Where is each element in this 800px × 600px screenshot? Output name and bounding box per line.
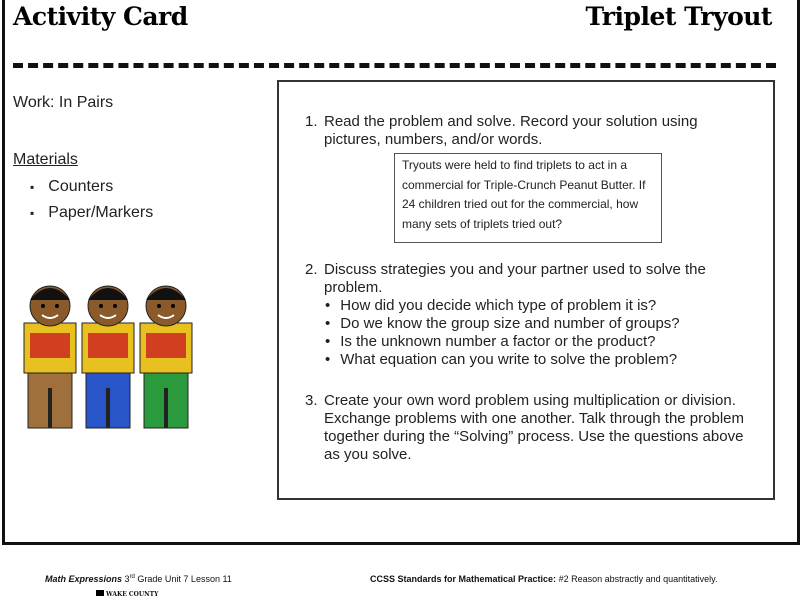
unit-lesson: Grade Unit 7 Lesson 11: [134, 574, 232, 584]
wake-county-logo: [96, 590, 158, 598]
step-text: Discuss strategies you and your partner used to solve the problem.: [324, 261, 706, 296]
triplets-illustration: [20, 278, 205, 430]
footer-standards: [370, 574, 718, 584]
child-figure: [24, 286, 76, 428]
footer-source: [45, 574, 232, 584]
work-mode: Work: In Pairs: [13, 94, 114, 111]
ccss-text: #2 Reason abstractly and quantitatively.: [556, 574, 718, 584]
step-number: 2.: [305, 261, 318, 278]
step-2: [305, 261, 755, 369]
question-item: • What equation can you write to solve the problem?: [325, 351, 755, 369]
materials-heading: Materials: [13, 151, 78, 168]
step-text: Create your own word problem using multiplication or division. Exchange problems with one another. Talk through the problem together during the “Solving” process. Use the questions above as you solve.: [324, 392, 744, 463]
question-item: • How did you decide which type of problem it is?: [325, 297, 755, 315]
word-problem: Tryouts were held to find triplets to act in a commercial for Triple-Crunch Peanut Butter. If 24 children tried out for the commercial, how many sets of triplets tried out?: [394, 153, 662, 243]
child-figure: [82, 286, 134, 428]
step-1: [305, 113, 755, 149]
step-3: [305, 392, 755, 464]
question-item: • Is the unknown number a factor or the product?: [325, 333, 755, 351]
logo-text: WAKE COUNTY: [106, 591, 159, 598]
step-number: 1.: [305, 113, 318, 130]
grade: 3: [124, 574, 130, 584]
materials-list: [30, 174, 153, 226]
step-text: Read the problem and solve. Record your solution using pictures, numbers, and/or words.: [324, 113, 698, 148]
material-item: ▪ Paper/Markers: [30, 200, 153, 226]
discussion-questions: [325, 297, 755, 369]
ccss-label: CCSS Standards for Mathematical Practice:: [370, 574, 557, 584]
card-type-title: Activity Card: [13, 2, 188, 31]
step-number: 3.: [305, 392, 318, 409]
child-figure: [140, 286, 192, 428]
grade-suffix: rd: [129, 574, 135, 580]
activity-title: Triplet Tryout: [585, 2, 772, 31]
question-item: • Do we know the group size and number of groups?: [325, 315, 755, 333]
material-item: ▪ Counters: [30, 174, 153, 200]
divider: [13, 63, 776, 68]
book-title: Math Expressions: [45, 574, 123, 584]
